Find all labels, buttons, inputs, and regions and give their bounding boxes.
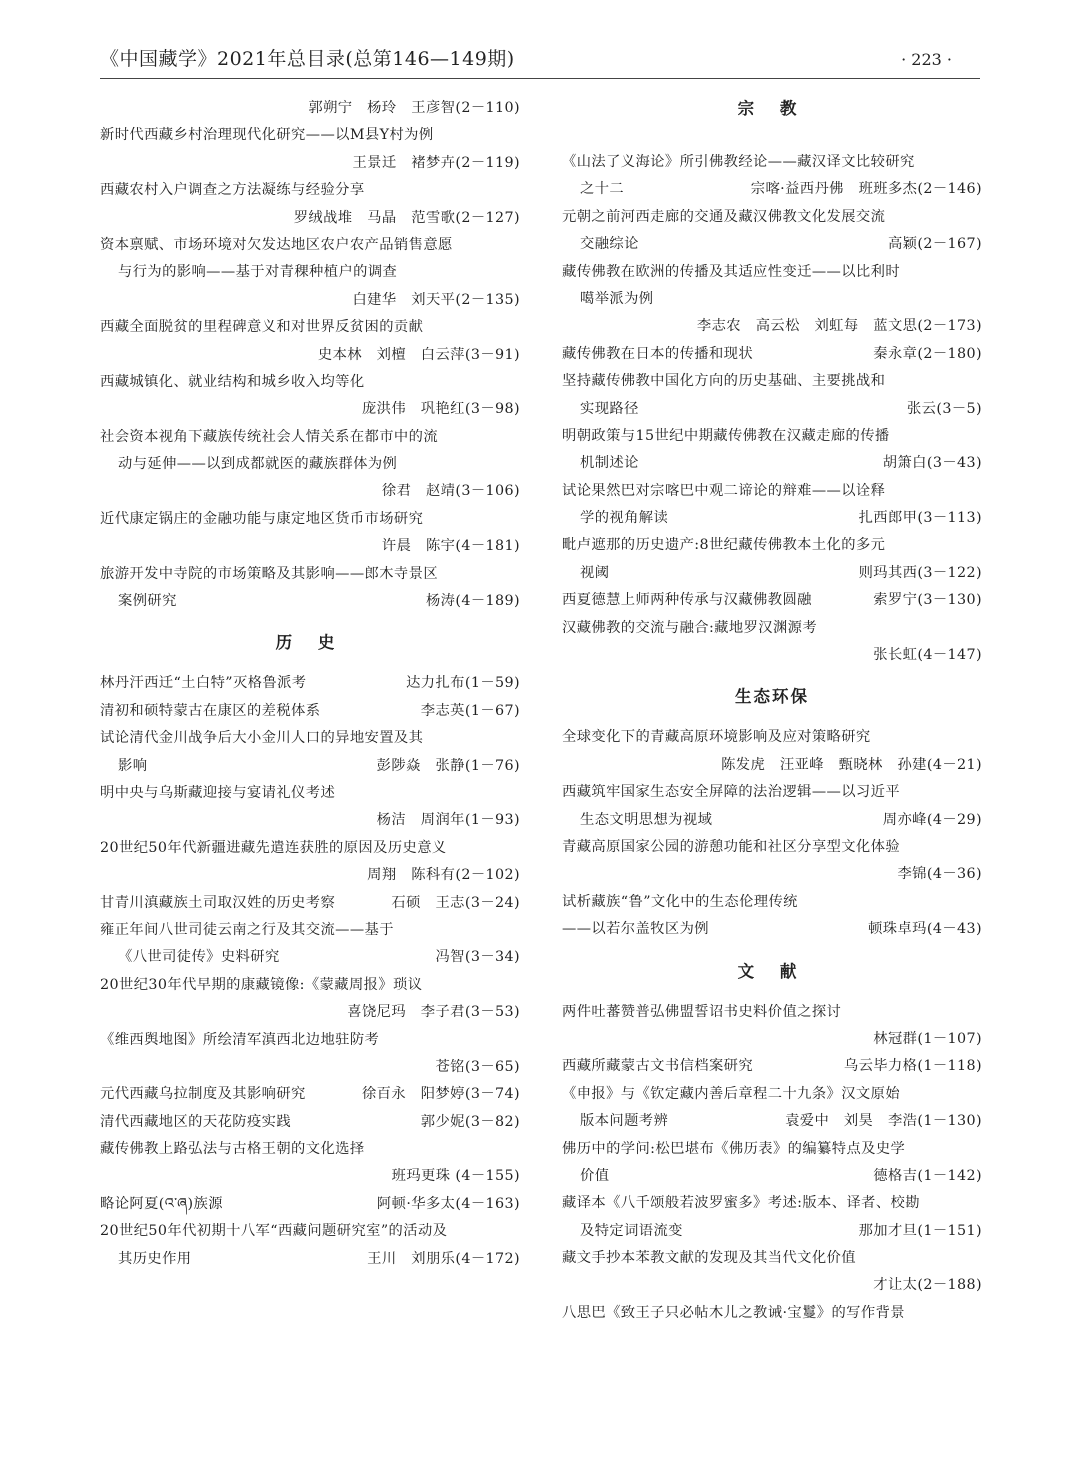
toc-entry <box>562 396 982 423</box>
article-title: 社会资本视角下藏族传统社会人情关系在都市中的流 <box>100 428 439 445</box>
toc-entry <box>562 505 982 532</box>
author-line: 石硕 王志(3－24) <box>391 894 520 911</box>
author-line: 李志农 高云松 刘虹每 蓝文思(2－173) <box>696 318 982 335</box>
article-title-cont: 其历史作用 <box>118 1250 192 1267</box>
article-title-cont: 与行为的影响——基于对青稞种植户的调查 <box>118 264 398 281</box>
toc-entry <box>562 587 982 614</box>
toc-entry <box>100 1191 520 1218</box>
article-title: 佛历中的学问:松巴堪布《佛历表》的编纂特点及史学 <box>562 1140 906 1157</box>
author-line: 张云(3－5) <box>906 400 982 417</box>
article-title-cont: 视阈 <box>580 564 610 581</box>
author-line: 秦永章(2－180) <box>873 345 982 362</box>
article-title-cont: 《八世司徒传》史料研究 <box>118 949 280 966</box>
article-title-cont: ——以若尔盖牧区为例 <box>562 921 709 938</box>
toc-entry <box>100 944 520 971</box>
toc-entry <box>562 807 982 834</box>
article-title-cont: 动与延伸——以到成都就医的藏族群体为例 <box>118 456 398 473</box>
article-title: 旅游开发中寺院的市场策略及其影响——郎木寺景区 <box>100 565 439 582</box>
author-line: 彭陟焱 张静(1－76) <box>376 757 520 774</box>
author-line: 郭朔宁 杨玲 王彦智(2－110) <box>308 100 520 116</box>
author-line: 周翔 陈科有(2－102) <box>367 867 520 884</box>
article-title: 西藏全面脱贫的里程碑意义和对世界反贫困的贡献 <box>100 319 424 336</box>
article-title: 明朝政策与15世纪中期藏传佛教在汉藏走廊的传播 <box>562 427 890 444</box>
article-title-cont: 之十二 <box>580 181 625 198</box>
article-title: 20世纪50年代新疆进藏先遣连获胜的原因及历史意义 <box>100 839 447 856</box>
article-title: 西藏农村入户调查之方法凝练与经验分享 <box>100 182 365 199</box>
article-title: 资本禀赋、市场环境对欠发达地区农户农产品销售意愿 <box>100 236 453 253</box>
article-title: 毗卢遮那的历史遗产:8世纪藏传佛教本土化的多元 <box>562 537 886 554</box>
toc-entry <box>100 698 520 725</box>
article-title-cont: 影响 <box>118 757 148 774</box>
author-line: 杨洁 周润年(1－93) <box>376 812 520 829</box>
author-line: 王川 刘朋乐(4－172) <box>367 1250 520 1267</box>
article-title: 近代康定锅庄的金融功能与康定地区货币市场研究 <box>100 510 424 527</box>
running-header <box>100 42 980 79</box>
author-line: 王景迁 褚梦卉(2－119) <box>352 154 520 171</box>
author-line: 郭少妮(3－82) <box>420 1113 520 1130</box>
toc-entry <box>100 1081 520 1108</box>
page-number: · 223 · <box>901 50 952 69</box>
article-title: 汉藏佛教的交流与融合:藏地罗汉渊源考 <box>562 619 818 636</box>
author-line: 苍铭(3－65) <box>435 1058 520 1075</box>
toc-entry <box>562 450 982 477</box>
author-line: 喜饶尼玛 李子君(3－53) <box>347 1004 520 1021</box>
article-title: 清代西藏地区的天花防疫实践 <box>100 1113 292 1130</box>
article-title-cont: 学的视角解读 <box>580 510 669 527</box>
article-title: 清初和硕特蒙古在康区的差税体系 <box>100 702 321 719</box>
article-title: 雍正年间八世司徒云南之行及其交流——基于 <box>100 921 394 938</box>
article-title: 西藏城镇化、就业结构和城乡收入均等化 <box>100 373 365 390</box>
author-line: 扎西郎甲(3－113) <box>858 510 982 527</box>
author-line: 冯智(3－34) <box>435 949 520 966</box>
article-title: 试论果然巴对宗喀巴中观二谛论的辩难——以诠释 <box>562 482 886 499</box>
author-line: 徐君 赵靖(3－106) <box>381 483 520 500</box>
author-line: 胡箫白(3－43) <box>882 455 982 472</box>
toc-entry <box>100 670 520 697</box>
author-line: 庞洪伟 巩艳红(3－98) <box>361 401 520 418</box>
author-line: 许晨 陈宇(4－181) <box>381 538 520 555</box>
article-title: 试论清代金川战争后大小金川人口的异地安置及其 <box>100 730 424 747</box>
toc-entry <box>100 1109 520 1136</box>
article-title: 藏传佛教在日本的传播和现状 <box>562 345 754 362</box>
article-title-cont: 生态文明思想为视域 <box>580 811 713 828</box>
article-title: 青藏高原国家公园的游憩功能和社区分享型文化体验 <box>562 838 901 855</box>
toc-entry <box>562 341 982 368</box>
article-title: 元代西藏乌拉制度及其影响研究 <box>100 1086 306 1103</box>
article-title: 藏译本《八千颂般若波罗蜜多》考述:版本、译者、校勘 <box>562 1195 920 1212</box>
author-line: 李锦(4－36) <box>897 866 982 883</box>
toc-entry <box>562 916 982 943</box>
article-title-cont: 噶举派为例 <box>580 290 654 307</box>
article-title: 20世纪50年代初期十八军“西藏问题研究室”的活动及 <box>100 1223 448 1240</box>
article-title: 试析藏族“鲁”文化中的生态伦理传统 <box>562 893 798 910</box>
article-title: 20世纪30年代早期的康藏镜像:《蒙藏周报》琐议 <box>100 976 423 993</box>
author-line: 达力扎布(1－59) <box>406 675 520 692</box>
toc-entry <box>100 1246 520 1273</box>
author-line: 高颖(2－167) <box>887 236 982 253</box>
journal-title: 《中国藏学》2021年总目录(总第146—149期) <box>100 48 515 70</box>
article-title-cont: 版本问题考辨 <box>580 1113 669 1130</box>
author-line: 张长虹(4－147) <box>873 647 982 664</box>
article-title: 藏传佛教上路弘法与古格王朝的文化选择 <box>100 1141 365 1158</box>
author-line: 那加才旦(1－151) <box>858 1222 982 1239</box>
toc-entry <box>562 231 982 258</box>
author-line: 白建华 刘天平(2－135) <box>352 291 520 308</box>
author-line: 才让太(2－188) <box>873 1277 982 1294</box>
toc-entry <box>100 753 520 780</box>
article-title: 甘青川滇藏族土司取汉姓的历史考察 <box>100 894 336 911</box>
article-title: 坚持藏传佛教中国化方向的历史基础、主要挑战和 <box>562 373 886 390</box>
toc-entry <box>562 1108 982 1135</box>
author-line: 杨涛(4－189) <box>425 593 520 610</box>
section-heading-religion: 宗 教 <box>737 99 807 118</box>
article-title: 《山法了义海论》所引佛教经论——藏汉译文比较研究 <box>562 154 915 170</box>
author-line: 乌云毕力格(1－118) <box>843 1058 982 1075</box>
article-title-cont: 机制述论 <box>580 455 639 472</box>
author-line: 袁爱中 刘昊 李浩(1－130) <box>785 1113 982 1130</box>
article-title-cont: 案例研究 <box>118 593 177 610</box>
article-title: 八思巴《致王子只必帖木儿之教诫·宝鬘》的写作背景 <box>562 1304 905 1321</box>
author-line: 宗喀·益西丹佛 班班多杰(2－146) <box>750 181 982 198</box>
article-title: 元朝之前河西走廊的交通及藏汉佛教文化发展交流 <box>562 208 886 225</box>
article-title: 藏文手抄本苯教文献的发现及其当代文化价值 <box>562 1250 856 1267</box>
author-line: 徐百永 阳梦婷(3－74) <box>361 1086 520 1103</box>
article-title: 全球变化下的青藏高原环境影响及应对策略研究 <box>562 729 871 746</box>
author-line: 德格吉(1－142) <box>873 1167 982 1184</box>
right-column <box>562 95 982 1327</box>
toc-entry <box>562 560 982 587</box>
section-heading-ecology: 生态环保 <box>735 687 809 707</box>
author-line: 索罗宁(3－130) <box>873 592 982 609</box>
author-line: 李志英(1－67) <box>420 702 520 719</box>
author-line: 阿顿·华多太(4－163) <box>376 1195 520 1212</box>
author-line: 班玛更珠 (4－155) <box>391 1168 520 1185</box>
article-title: 《维西舆地图》所绘清军滇西北边地驻防考 <box>100 1031 380 1048</box>
article-title: 西藏筑牢国家生态安全屏障的法治逻辑——以习近平 <box>562 784 901 801</box>
author-line: 林冠群(1－107) <box>873 1030 982 1047</box>
toc-entry <box>562 1053 982 1080</box>
author-line: 则玛其西(3－122) <box>858 564 982 581</box>
author-line: 顿珠卓玛(4－43) <box>868 921 982 938</box>
toc-entry <box>562 1163 982 1190</box>
article-title: 藏传佛教在欧洲的传播及其适应性变迁——以比利时 <box>562 263 901 280</box>
author-line: 陈发虎 汪亚峰 甄晓林 孙建(4－21) <box>721 756 982 773</box>
toc-entry <box>100 890 520 917</box>
article-title: 西夏德慧上师两种传承与汉藏佛教圆融 <box>562 592 812 609</box>
toc-entry <box>562 1218 982 1245</box>
toc-entry <box>100 588 520 615</box>
author-line: 罗绒战堆 马晶 范雪歌(2－127) <box>293 209 520 226</box>
toc-entry <box>562 176 982 203</box>
section-heading-literature: 文 献 <box>737 961 807 981</box>
article-title-cont: 交融综论 <box>580 236 639 253</box>
author-line: 史本林 刘檀 白云萍(3－91) <box>317 346 520 363</box>
article-title: 林丹汗西迁“土白特”灭格鲁派考 <box>100 675 307 692</box>
section-heading-history: 历 史 <box>275 633 345 653</box>
author-line: 周亦峰(4－29) <box>882 811 982 828</box>
article-title: 两件吐蕃赞普弘佛盟誓诏书史料价值之探讨 <box>562 1003 842 1020</box>
article-title-cont: 实现路径 <box>580 400 639 417</box>
article-title: 略论阿夏(འ་ཞ)族源 <box>100 1195 223 1212</box>
article-title: 西藏所藏蒙古文书信档案研究 <box>562 1058 754 1075</box>
article-title-cont: 价值 <box>580 1167 610 1184</box>
article-title: 明中央与乌斯藏迎接与宴请礼仪考述 <box>100 784 336 801</box>
left-column <box>100 95 520 1273</box>
article-title: 新时代西藏乡村治理现代化研究——以M县Y村为例 <box>100 127 434 144</box>
article-title-cont: 及特定词语流变 <box>580 1222 683 1239</box>
article-title: 《申报》与《钦定藏内善后章程二十九条》汉文原始 <box>562 1085 901 1102</box>
